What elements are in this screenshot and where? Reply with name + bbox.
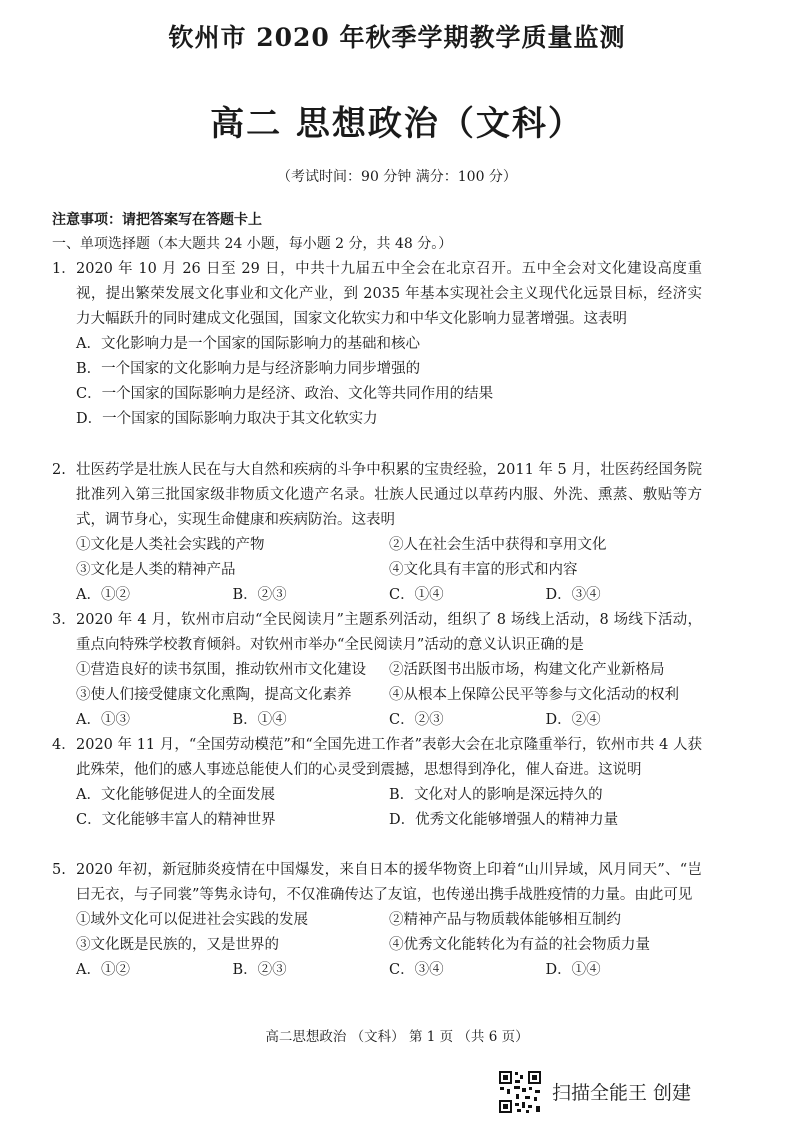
question-stem: 2020 年 4 月，钦州市启动“全民阅读月”主题系列活动，组织了 8 场线上活动，8 场线下活动，重点向特殊学校教育倾斜。对钦州市举办“全民阅读月”活动的意义认识正确的是 — [76, 612, 702, 653]
statement: ①域外文化可以促进社会实践的发展 — [76, 912, 308, 928]
choice: B．①④ — [232, 712, 287, 728]
qr-code-icon — [498, 1070, 542, 1114]
option: D．一个国家的国际影响力取决于其文化软实力 — [76, 411, 378, 427]
option: C．一个国家的国际影响力是经济、政治、文化等共同作用的结果 — [76, 386, 494, 402]
statement: ③使人们接受健康文化熏陶，提高文化素养 — [76, 687, 352, 703]
choice: B．②③ — [232, 587, 287, 603]
option: B．文化对人的影响是深远持久的 — [389, 787, 603, 803]
question-5 — [52, 858, 702, 983]
question-number: 2. — [52, 462, 66, 478]
question-stem: 2020 年 11 月，“全国劳动模范”和“全国先进工作者”表彰大会在北京隆重举行，钦州市共 4 人获此殊荣，他们的感人事迹总能使人们的心灵受到震撼，思想得到净化，催人奋进。这说明 — [76, 737, 702, 778]
choice: C．②③ — [389, 712, 444, 728]
option: D．优秀文化能够增强人的精神力量 — [389, 812, 619, 828]
choice: C．①④ — [389, 587, 444, 603]
statement: ④文化具有丰富的形式和内容 — [389, 562, 578, 578]
question-number: 4． — [52, 737, 76, 753]
question-number: 5. — [52, 862, 66, 878]
statement: ④优秀文化能转化为有益的社会物质力量 — [389, 937, 650, 953]
choice: A．①② — [76, 962, 130, 978]
statement: ③文化是人类的精神产品 — [76, 562, 236, 578]
statement: ②活跃图书出版市场，构建文化产业新格局 — [389, 662, 665, 678]
choice: D．③④ — [545, 587, 601, 603]
statement: ②精神产品与物质载体能够相互制约 — [389, 912, 621, 928]
choice: C．③④ — [389, 962, 444, 978]
exam-info: （考试时间：90 分钟 满分：100 分） — [277, 169, 517, 185]
statement: ②人在社会生活中获得和享用文化 — [389, 537, 607, 553]
exam-subtitle: 高二 思想政治（文科） — [210, 104, 584, 144]
statement: ①营造良好的读书氛围，推动钦州市文化建设 — [76, 662, 366, 678]
choice: A．①② — [76, 587, 130, 603]
statement: ④从根本上保障公民平等参与文化活动的权利 — [389, 687, 679, 703]
option: A．文化能够促进人的全面发展 — [76, 787, 275, 803]
notice: 注意事项：请把答案写在答题卡上 — [52, 212, 262, 228]
question-3 — [52, 608, 702, 733]
page-footer: 高二思想政治 （文科） 第 1 页 （共 6 页） — [265, 1029, 529, 1045]
choice: B．②③ — [232, 962, 287, 978]
question-stem: 2020 年 10 月 26 日至 29 日，中共十九届五中全会在北京召开。五中全会对文化建设高度重视，提出繁荣发展文化事业和文化产业，到 2035 年基本实现社会主义现代化远景目标，经济实力大幅跃升的同时建成文化强国，国家文化软实力和中华文化影响力显著增强。这表明 — [76, 261, 702, 327]
choice: D．①④ — [545, 962, 601, 978]
option: A．文化影响力是一个国家的国际影响力的基础和核心 — [76, 336, 420, 352]
question-number: 1． — [52, 261, 76, 277]
choice: D．②④ — [545, 712, 601, 728]
scanner-watermark: 扫描全能王 创建 — [552, 1082, 692, 1104]
exam-title: 钦州市 2020 年秋季学期教学质量监测 — [168, 23, 626, 52]
question-2 — [52, 458, 702, 608]
choice: A．①③ — [76, 712, 130, 728]
statement: ①文化是人类社会实践的产物 — [76, 537, 265, 553]
option: B．一个国家的文化影响力是与经济影响力同步增强的 — [76, 361, 421, 377]
question-stem: 2020 年初，新冠肺炎疫情在中国爆发，来自日本的援华物资上印着“山川异域，风月同天”、“岂曰无衣，与子同裳”等隽永诗句，不仅准确传达了友谊，也传递出携手战胜疫情的力量。由此可见 — [76, 862, 702, 903]
option: C．文化能够丰富人的精神世界 — [76, 812, 276, 828]
question-stem: 壮医药学是壮族人民在与大自然和疾病的斗争中积累的宝贵经验，2011 年 5 月，壮医药经国务院批准列入第三批国家级非物质文化遗产名录。壮族人民通过以草药内服、外洗、熏蒸、敷贴等方式，调节身心，实现生命健康和疾病防治。这表明 — [76, 462, 702, 528]
section-heading: 一、单项选择题（本大题共 24 小题，每小题 2 分，共 48 分。） — [52, 236, 453, 252]
question-1 — [52, 257, 702, 432]
question-4 — [52, 733, 702, 833]
statement: ③文化既是民族的，又是世界的 — [76, 937, 279, 953]
question-number: 3． — [52, 612, 76, 628]
